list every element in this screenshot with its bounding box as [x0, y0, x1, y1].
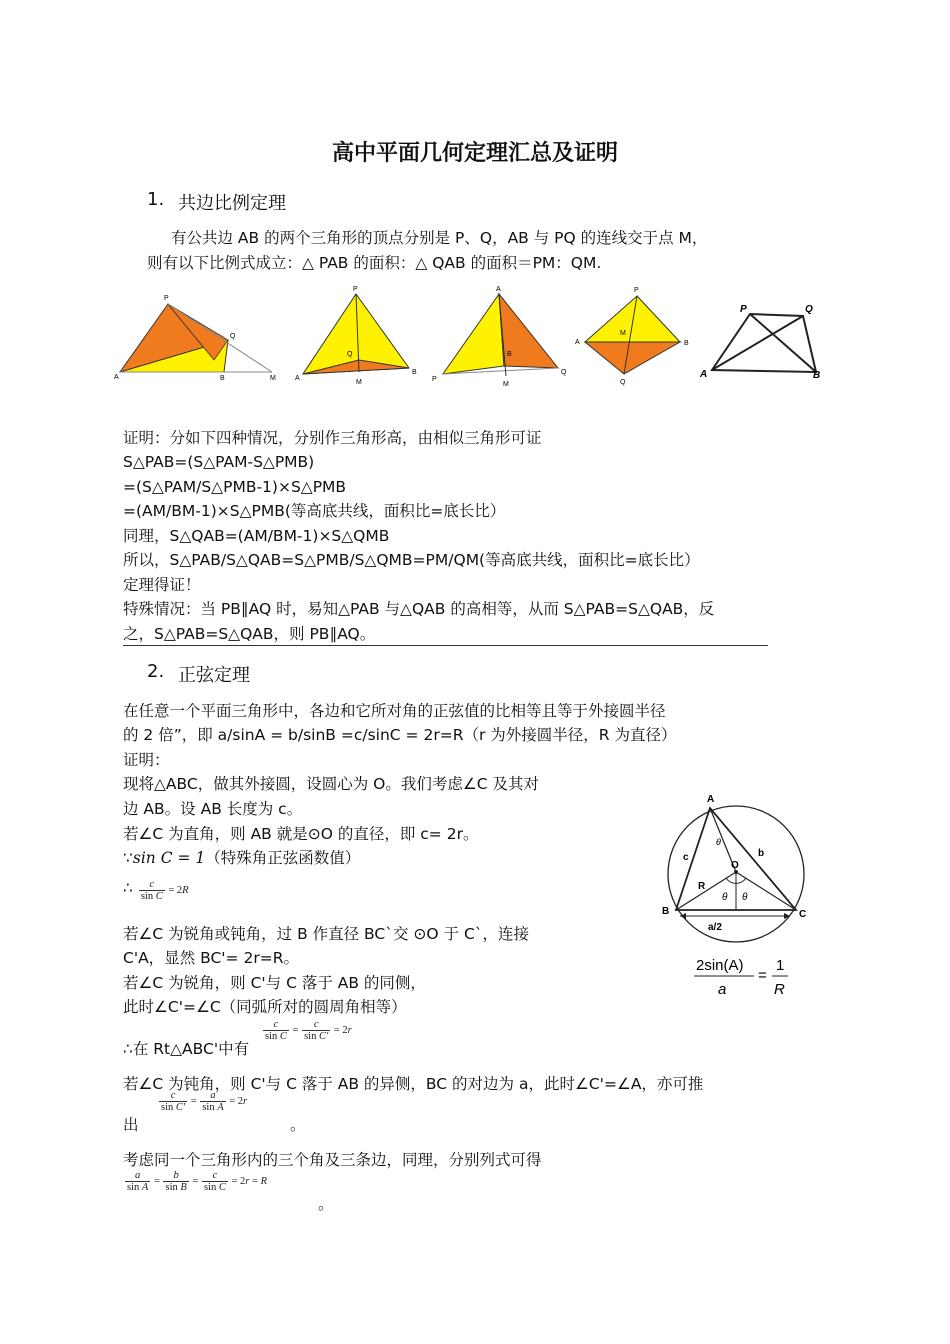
- fig5-label-b: B: [813, 370, 821, 381]
- fig3-triangle-pab: [443, 294, 504, 374]
- formula-obtuse: $\frac{c}{\text{sin C'}}$ = $\frac{a}{\text{sin A}}$ = 2r: [161, 1090, 248, 1113]
- section1-heading: 共边比例定理: [178, 193, 286, 214]
- section1-number: 1.: [147, 189, 165, 210]
- formula-c-over-sinc: $\frac{c}{\text{sin C}}$ = 2R: [140, 879, 189, 903]
- page-title: 高中平面几何定理汇总及证明: [331, 141, 618, 166]
- radius-oc: [736, 872, 796, 910]
- svg-text:=: =: [758, 967, 767, 984]
- proof-line-2: S△PAB=(S△PAM-S△PMB): [123, 453, 315, 471]
- sine-line-3: 证明：: [123, 751, 170, 769]
- fig3-label-b: B: [507, 351, 512, 358]
- fig-label-b: B: [662, 906, 670, 917]
- fig-label-a: A: [707, 794, 715, 805]
- fig-label-r: R: [698, 881, 706, 892]
- fig4-label-p: P: [634, 287, 639, 294]
- fig4-label-a: A: [575, 339, 580, 346]
- figure-1: [114, 295, 276, 382]
- fig2-label-q: Q: [347, 351, 353, 358]
- fig3-label-p: P: [432, 376, 437, 383]
- proof-line-4: =(AM/BM-1)×S△PMB(等高底共线，面积比=底长比）: [123, 502, 506, 520]
- fig1-label-q: Q: [230, 333, 236, 340]
- fig5-label-q: Q: [805, 304, 813, 315]
- final-period: 。: [318, 1195, 334, 1213]
- sine-line-b4: 此时∠C'=∠C（同弧所对的圆周角相等）: [123, 998, 407, 1016]
- fig3-label-m: M: [503, 381, 509, 388]
- radius-ob: [676, 872, 736, 910]
- proof-line-7: 定理得证！: [123, 576, 201, 594]
- fig2-label-b: B: [412, 369, 417, 376]
- fig5-quadrilateral: [712, 314, 816, 372]
- fig-label-theta-3: θ: [716, 837, 721, 847]
- obtuse-period: 。: [290, 1116, 306, 1134]
- proof-line-1: 证明：分如下四种情况，分别作三角形高，由相似三角形可证: [123, 429, 542, 447]
- because-math: sin C = 1: [132, 849, 206, 867]
- formula-final: $\frac{a}{\text{sin A}}$ = $\frac{b}{\text{sin B}}$ = $\frac{c}{\text{sin C}}$ = 2r = R: [127, 1170, 267, 1193]
- fig-label-c: C: [799, 909, 807, 920]
- fig-label-side-c: c: [683, 852, 689, 863]
- section2-heading: 正弦定理: [178, 665, 250, 686]
- fig-formula-left-den: a: [718, 981, 727, 998]
- therefore-line: [123, 876, 189, 904]
- figure-5: [699, 304, 820, 381]
- fig1-label-p: P: [164, 295, 169, 302]
- proof-line-6: 所以，S△PAB/S△QAB=S△PMB/S△QMB=PM/QM(等高底共线，面积比=底长比）: [123, 551, 700, 569]
- fig-formula-right-num: 1: [776, 957, 785, 974]
- section2-number: 2.: [147, 661, 165, 682]
- sine-line-b1: 若∠C 为锐角或钝角，过 B 作直径 BC`交 ⊙O 于 C`，连接: [123, 925, 530, 943]
- final-line: 考虑同一个三角形内的三个角及三条边，同理，分别列式可得: [123, 1151, 542, 1169]
- fig-formula: [694, 957, 788, 998]
- sine-line-1: 在任意一个平面三角形中，各边和它所对角的正弦值的比相等且等于外接圆半径: [123, 702, 666, 720]
- fig3-label-a: A: [496, 286, 501, 293]
- fig2-label-m: M: [356, 379, 362, 386]
- sine-line-2: 的 2 倍”，即 a/sinA = b/sinB =c/sinC = 2r=R（r 为外接圆半径，R 为直径）: [123, 726, 677, 744]
- fig-formula-left-num: 2sin(A): [696, 957, 744, 974]
- figure-4: [575, 287, 689, 386]
- fig5-diagonal-qa: [712, 316, 803, 370]
- sine-line-4: 现将△ABC，做其外接圆，设圆心为 O。我们考虑∠C 及其对: [123, 775, 539, 793]
- because-note: （特殊角正弦函数值）: [205, 849, 361, 867]
- proof-line-8: 特殊情况：当 PB∥AQ 时，易知△PAB 与△QAB 的高相等，从而 S△PAB=S△QAB，反: [123, 600, 715, 618]
- figure-3: [432, 286, 567, 388]
- fig1-label-m: M: [270, 375, 276, 382]
- proof-line-9: 之，S△PAB=S△QAB，则 PB∥AQ。: [123, 625, 376, 643]
- fig4-triangle-qab: [585, 342, 680, 374]
- fig-label-theta-1: θ: [722, 892, 728, 903]
- fig-label-half-a: a/2: [708, 922, 722, 933]
- fig5-label-p: P: [740, 304, 747, 315]
- proof-line-3: =(S△PAM/S△PMB-1)×S△PMB: [123, 478, 347, 496]
- sine-line-5: 边 AB。设 AB 长度为 c。: [123, 800, 303, 818]
- fig4-label-q: Q: [620, 379, 626, 386]
- because-symbol: ∵: [123, 849, 133, 867]
- sine-line-6: 若∠C 为直角，则 AB 就是⊙O 的直径，即 c= 2r。: [123, 825, 479, 843]
- fig1-label-a: A: [114, 374, 119, 381]
- section-divider: [123, 645, 768, 646]
- rt-line: ∴在 Rt△ABC'中有: [123, 1040, 250, 1058]
- fig1-label-b: B: [220, 375, 225, 382]
- fig3-label-q: Q: [561, 369, 567, 376]
- common-side-figures: [110, 282, 840, 392]
- sine-line-b3: 若∠C 为锐角，则 C'与 C 落于 AB 的同侧，: [123, 974, 426, 992]
- formula-rt: $\frac{c}{\text{sin C}}$ = $\frac{c}{\text{sin C'}}$ = 2r: [265, 1019, 352, 1042]
- sine-line-b2: C'A，显然 BC'= 2r=R。: [123, 949, 299, 967]
- figure-2: [295, 286, 417, 386]
- section1-intro-2: 则有以下比例式成立：△ PAB 的面积：△ QAB 的面积＝PM：QM.: [147, 254, 602, 272]
- obtuse-line: 若∠C 为钝角，则 C'与 C 落于 AB 的异侧，BC 的对边为 a，此时∠C'=∠A，亦可推: [123, 1075, 704, 1093]
- circumcircle-figure: [660, 788, 820, 1008]
- fig2-label-p: P: [353, 286, 358, 293]
- fig2-label-a: A: [295, 375, 300, 382]
- fig-label-theta-2: θ: [742, 892, 748, 903]
- fig-formula-right-den: R: [774, 981, 785, 998]
- fig4-label-b: B: [684, 340, 689, 347]
- fig4-label-m: M: [620, 330, 626, 337]
- fig5-label-a: A: [700, 369, 708, 380]
- fig5-diagonal-pb: [750, 314, 816, 372]
- fig4-triangle-pab: [585, 296, 680, 342]
- because-line: [123, 846, 360, 871]
- obtuse-out: 出: [123, 1116, 139, 1134]
- section1-intro-1: 有公共边 AB 的两个三角形的顶点分别是 P、Q，AB 与 PQ 的连线交于点 M，: [171, 229, 708, 247]
- fig-label-o: O: [731, 860, 739, 871]
- therefore-symbol: ∴: [123, 879, 133, 897]
- proof-line-5: 同理，S△QAB=(AM/BM-1)×S△QMB: [123, 527, 390, 545]
- fig-label-side-b: b: [758, 848, 765, 859]
